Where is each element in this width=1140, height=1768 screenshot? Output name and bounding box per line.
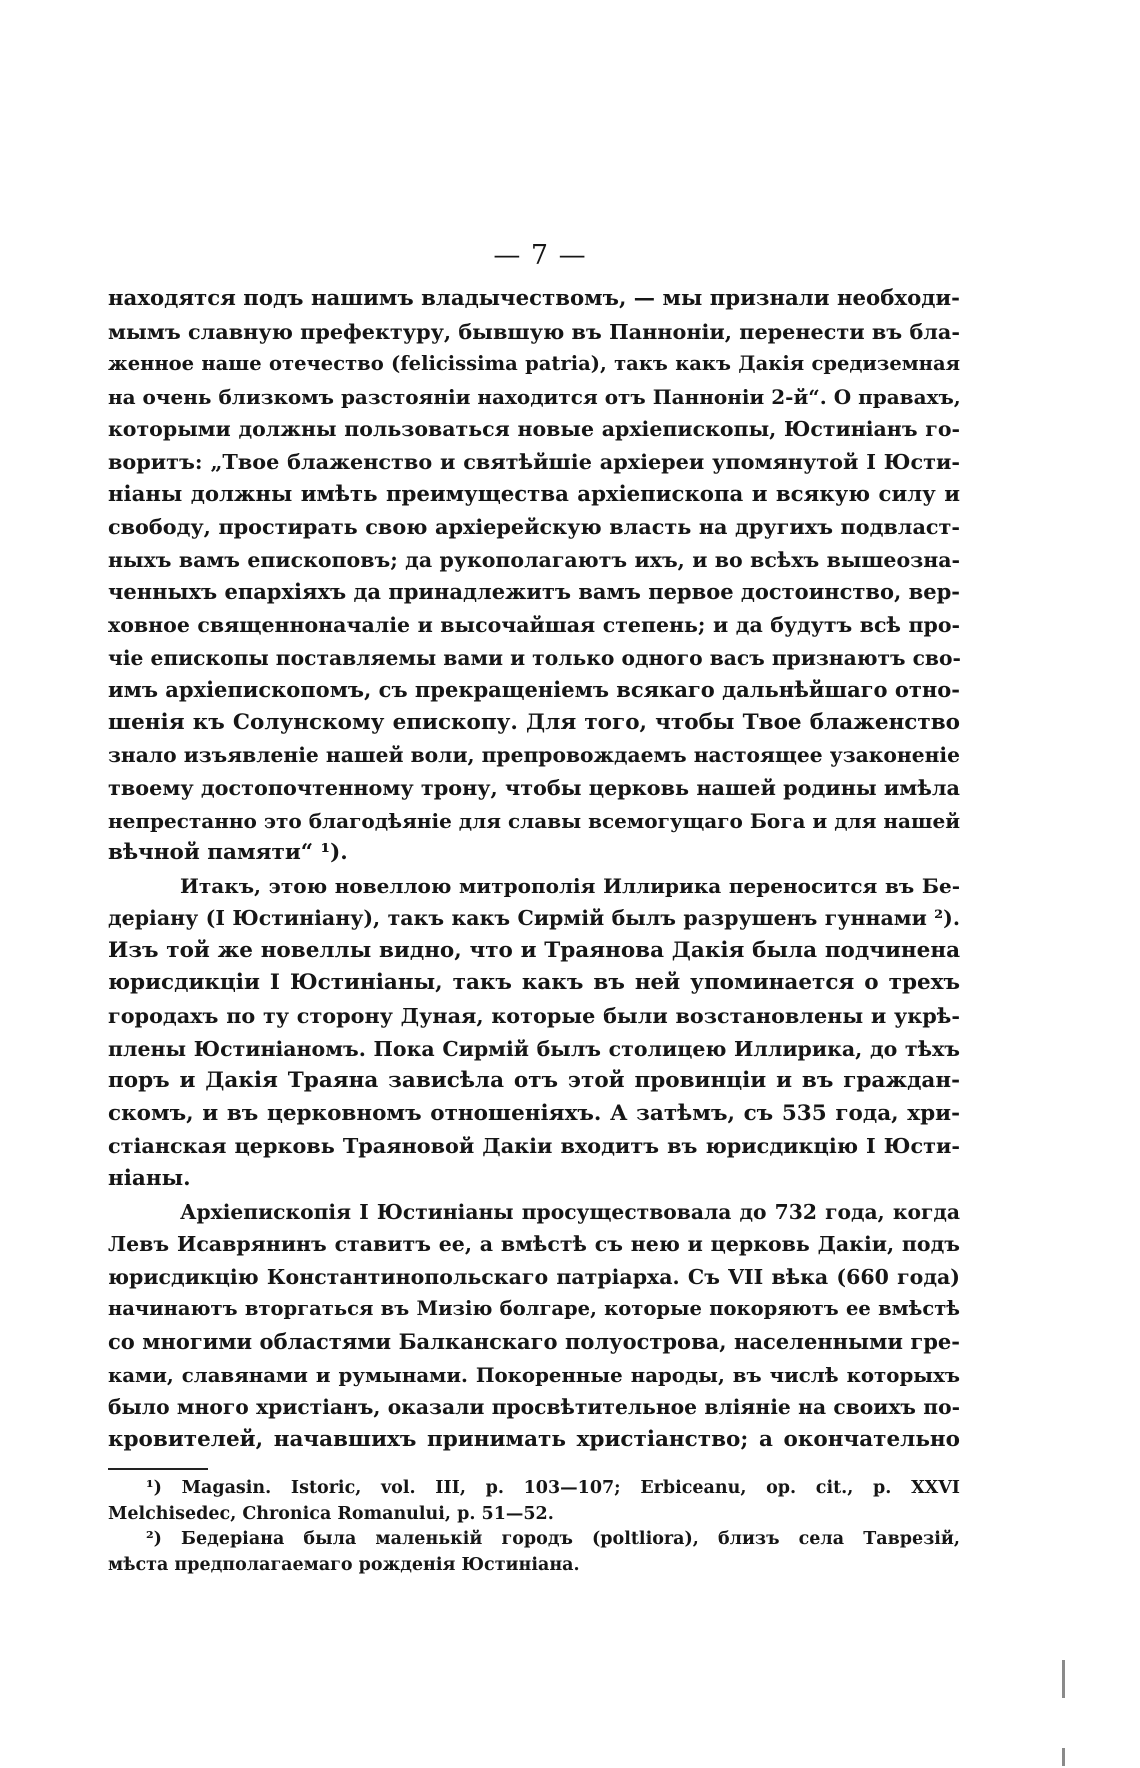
text-line: мымъ славную префектуру, бывшую въ Паннонiи, перенести въ бла- [108, 319, 960, 344]
text-line: непрестанно это благодѣянiе для славы всемогущаго Бога и для нашей [108, 808, 961, 833]
text-line: женное наше отечество (felicissima patria), такъ какъ Дакiя средиземная [108, 352, 960, 376]
text-line: со многими областями Балканскаго полуострова, населенными гре- [108, 1329, 960, 1354]
main-text [108, 283, 960, 1456]
text-line: нiаны. [108, 1166, 191, 1192]
text-line: было много христiанъ, оказали просвѣтительное влiянiе на своихъ по- [108, 1395, 960, 1420]
text-line: на очень близкомъ разстоянiи находится отъ Паннонiи 2-й“. О правахъ, [108, 384, 961, 409]
text-line: поръ и Дакiя Траяна зависѣла отъ этой провинцiи и въ граждан- [108, 1068, 960, 1094]
footnote-line: Melchisedec, Chronica Romanului, p. 51—52. [108, 1503, 554, 1524]
text-line: чiе епископы поставляемы вами и только одного васъ признаютъ сво- [108, 645, 961, 670]
text-line: стiанская церковь Траяновой Дакiи входитъ въ юрисдикцiю I Юсти- [108, 1134, 960, 1159]
footnote-line: ²) Бедерiана была маленькiй городъ (poltliora), близъ села Тaврезiй, [146, 1529, 960, 1549]
text-line: ченныхъ епархiяхъ да принадлежитъ вамъ первое достоинство, вер- [108, 579, 961, 605]
text-line: кровителей, начавшихъ принимать христiанство; а окончательно [108, 1426, 960, 1452]
text-line: знало изъявленiе нашей воли, препровождаемъ настоящее узаконенiе [108, 743, 960, 768]
text-line: плены Юстинiаномъ. Пока Сирмiй былъ столицею Иллирика, до тѣхъ [108, 1036, 960, 1061]
text-line: которыми должны пользоваться новые архiепископы, Юстинiанъ го- [108, 417, 960, 442]
text-line: ныхъ вамъ епископовъ; да рукополагаютъ ихъ, и во всѣхъ вышеозна- [108, 547, 960, 572]
footnote-line: ¹) Magasin. Istoric, vol. III, p. 103—107; Erbiceanu, op. cit., p. XXVI [146, 1478, 960, 1498]
text-line: воритъ: „Твое блаженство и святѣйшiе архiереи упомянутой I Юсти- [108, 449, 960, 474]
text-line: Изъ той же новеллы видно, что и Траянова Дакiя была подчинена [108, 937, 960, 963]
text-line: юрисдикцiю Константинопольскаго патрiарха. Съ VII вѣка (660 года) [108, 1264, 960, 1289]
text-line: ками, славянами и румынами. Покоренные народы, въ числѣ которыхъ [108, 1362, 960, 1387]
text-line: ховное священноначалiе и высочайшая степень; и да будутъ всѣ про- [108, 612, 960, 637]
text-line: нiаны должны имѣть преимущества архiепископа и всякую силу и [108, 481, 960, 507]
text-line: дерiану (I Юстинiану), такъ какъ Сирмiй былъ разрушенъ гуннами ²). [108, 906, 960, 931]
text-line: вѣчной памяти“ ¹). [108, 840, 348, 866]
text-line: твоему достопочтенному трону, чтобы церковь нашей родины имѣла [108, 775, 960, 800]
text-line: шенiя къ Солунскому епископу. Для того, чтобы Твое блаженство [108, 709, 960, 735]
footnote-line: мѣста предполагаемаго рожденiя Юстинiана. [108, 1554, 580, 1575]
footnote-divider [108, 1468, 208, 1470]
scan-margin-mark [1062, 1660, 1065, 1698]
text-line: юрисдикцiи I Юстинiаны, такъ какъ въ ней упоминается о трехъ [108, 970, 960, 996]
text-line: городахъ по ту сторону Дуная, которые были возстановлены и укрѣ- [108, 1004, 960, 1029]
page-number: — 7 — [493, 240, 587, 271]
scan-margin-mark [1062, 1748, 1065, 1766]
text-line: имъ архiепископомъ, съ прекращенiемъ всякаго дальнѣйшаго отно- [108, 677, 960, 703]
text-line: свободу, простирать свою архiерейскую власть на другихъ подвласт- [108, 515, 960, 540]
text-line: Левъ Исаврянинъ ставитъ ее, а вмѣстѣ съ нею и церковь Дакiи, подъ [108, 1232, 960, 1257]
text-line: начинаютъ вторгаться въ Мизiю болгаре, которые покоряютъ ее вмѣстѣ [108, 1297, 960, 1321]
text-line: находятся подъ нашимъ владычествомъ, — мы признали необходи- [108, 286, 960, 311]
text-line: Архiепископiя I Юстинiаны просуществовала до 732 года, когда [180, 1199, 960, 1224]
text-line: Итакъ, этою новеллою митрополiя Иллирика переносится въ Бе- [180, 873, 960, 898]
footnotes [108, 1476, 960, 1578]
text-line: скомъ, и въ церковномъ отношенiяхъ. А затѣмъ, съ 535 года, хри- [108, 1100, 960, 1126]
